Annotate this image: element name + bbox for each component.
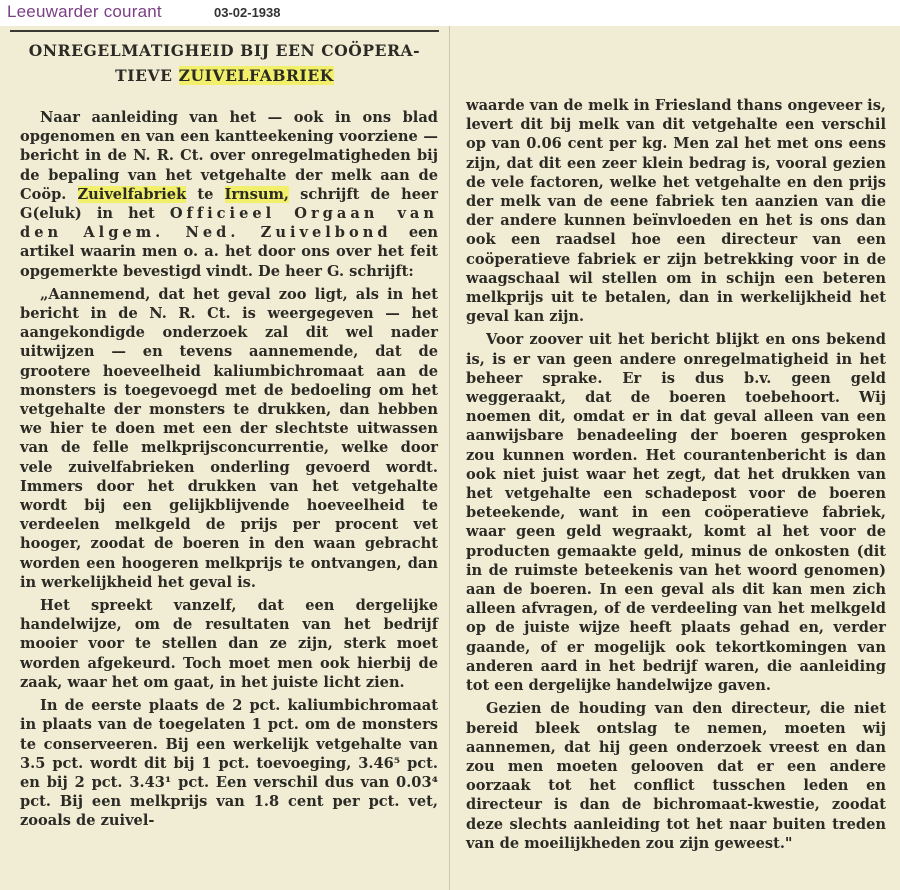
- paragraph: [20, 108, 438, 281]
- spaced-title: Officieel Orgaan van den Algem. Ned. Zuivelbond: [20, 205, 438, 242]
- paragraph-text: schrijft de heer G(eluk) in het: [20, 185, 438, 223]
- highlighted-keyword: ZUIVELFABRIEK: [178, 66, 334, 85]
- highlighted-keyword: Irnsum,: [224, 185, 289, 203]
- left-column-text: [20, 108, 438, 835]
- top-rule: [10, 30, 439, 32]
- highlighted-keyword: Zuivelfabriek: [77, 185, 187, 203]
- newspaper-name: Leeuwarder courant: [7, 2, 162, 21]
- paragraph: Het spreekt vanzelf, dat een dergelijke handelwijze, om de resultaten van het bedrijf mooier voor te stellen dan ze zijn, sterk moet worden afgekeurd. Toch moet men ook hierbij de zaak, waar het om gaat, in het juiste licht zien.: [20, 597, 438, 691]
- right-column-text: [466, 96, 886, 857]
- publication-date: 03-02-1938: [214, 5, 281, 20]
- article-column-right: [450, 26, 900, 890]
- paragraph: Voor zoover uit het bericht blijkt en ons bekend is, is er van geen andere onregelmatigheid in het beheer sprake. Er is dus b.v. geen geld weggeraakt, dat de boeren toebehoort. Wij noemen dit, omdat er in dat geval alleen van een aanwijsbare benadeeling der boeren gesproken zou kunnen worden. Het courantenbericht is dan ook niet juist waar het zegt, dat het drukken van het vetgehalte een schadepost voor de boeren beteekende, want in een coöperatieve fabriek, waar geen geld wegraakt, komt al het voor de producten gemaakte geld, minus de onkosten (dit in de ruimste beteekenis van het woord genomen) aan de boeren. In een geval als dit kan men zich alleen afvragen, of de verdeeling van het melkgeld op de juiste wijze heeft plaats gehad en, verder gaande, of er mogelijk ook tekortkomingen van anderen aard in het bedrijf waren, die aanleiding tot een dergelijke handelwijze gaven.: [466, 331, 886, 695]
- headline-line-2: [12, 63, 437, 88]
- paragraph: In de eerste plaats de 2 pct. kaliumbichromaat in plaats van de toegelaten 1 pct. om de monsters te conserveeren. Bij een werkelijk vetgehalte van 3.5 pct. wordt dit bij 1 pct. toevoeging, 3.46⁵ pct. en bij 2 pct. 3.43¹ pct. Een verschil dus van 0.03⁴ pct. Bij een melkprijs van 1.8 cent per pct. vet, zooals de zuivel-: [20, 697, 438, 830]
- article-column-left: [0, 26, 450, 890]
- paragraph: Gezien de houding van den directeur, die niet bereid bleek ontslag te nemen, moeten wij aannemen, dat hij geen onderzoek vreest en dan zou men moeten gelooven dat er een andere oorzaak tot het conflict tusschen leden en directeur is dan de bichromaat-kwestie, zoodat deze slechts aanleiding tot het naar buiten treden van de moeilijkheden zou zijn geweest.": [466, 700, 886, 852]
- headline-line-1: ONREGELMATIGHEID BIJ EEN COÖPERA-: [28, 41, 421, 60]
- paragraph-text: een artikel waarin men o. a. het door ons over het feit opgemerkte bevestigd vindt. De heer G. schrijft:: [20, 224, 439, 280]
- paragraph: waarde van de melk in Friesland thans ongeveer is, levert dit bij melk van dit vetgehalte een verschil op van 0.06 cent per kg. Men zal het met ons eens zijn, dat dit een zeer klein bedrag is, vooral gezien de vele factoren, welke het vetgehalte en den prijs der melk van de eene fabriek ten aanzien van die der andere kunnen beïnvloeden en het is ons dan ook een raadsel hoe een directeur van een coöperatieve fabriek er zijn betrekking voor in de waagschaal wil stellen om in schijn een beteren melkprijs uit te betalen, dan in werkelijkheid het geval kan zijn.: [466, 97, 886, 326]
- paragraph: „Aannemend, dat het geval zoo ligt, als in het bericht in de N. R. Ct. is weergegeven — het aangekondigde onderzoek zal dit wel nader uitwijzen — en tevens aannemende, dat de grootere hoeveelheid kaliumbichromaat aan de monsters is toegevoegd met de bedoeling om het vetgehalte der monsters te drukken, dan hebben we hier te doen met een der slechtste uitwassen van de felle melkprijsconcurrentie, welke door vele zuivelfabrieken onderling gevoerd wordt. Immers door het drukken van het vetgehalte wordt bij een gelijkblijvende hoeveelheid te verdeelen melkgeld de prijs per procent vet hooger, zoodat de boeren in den waan gebracht worden een hoogeren melkprijs te ontvangen, dan in werkelijkheid het geval is.: [20, 285, 438, 591]
- page-header: [0, 0, 900, 28]
- headline-word: TIEVE: [115, 66, 179, 85]
- paragraph-text: Naar aanleiding van het — ook in ons blad opgenomen en van een kantteekening voorziene — bericht in de N. R. Ct. over onregelmatigheden bij de bepaling van het vetgehalte der melk aan de Coöp.: [20, 109, 438, 203]
- paragraph-text: te: [186, 185, 225, 203]
- article-headline: [12, 38, 437, 88]
